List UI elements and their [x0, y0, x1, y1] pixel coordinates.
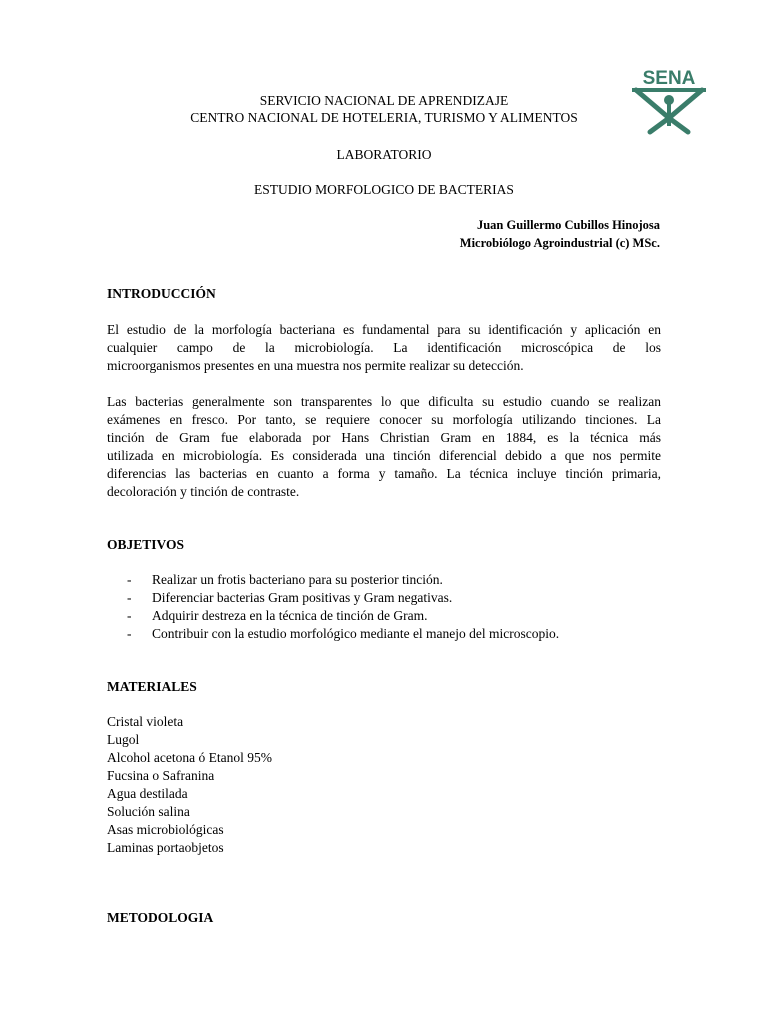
- materials-heading: MATERIALES: [107, 679, 197, 694]
- list-item: Cristal violeta: [107, 714, 184, 729]
- objective-text: Contribuir con la estudio morfológico mediante el manejo del microscopio.: [152, 626, 560, 641]
- sena-logo-text: SENA: [642, 68, 696, 89]
- paragraph-line: utilizada en microbiología. Es considerada una tinción diferencial debido a que nos permite: [107, 448, 661, 463]
- paragraph-line: Las bacterias generalmente son transparentes lo que dificulta su estudio cuando se realizan: [107, 394, 661, 409]
- author-title: Microbiólogo Agroindustrial (c) MSc.: [459, 236, 660, 250]
- list-item: [127, 571, 559, 589]
- objectives-heading: OBJETIVOS: [107, 537, 185, 552]
- paragraph-line: tinción de Gram fue elaborada por Hans Christian Gram en 1884, es la técnica más: [107, 430, 661, 445]
- objective-text: Realizar un frotis bacteriano para su posterior tinción.: [152, 572, 443, 587]
- list-item: Solución salina: [107, 804, 190, 819]
- paragraph-line: cualquier campo de la microbiología. La identificación microscópica de los: [107, 340, 661, 355]
- list-item: Fucsina o Safranina: [107, 768, 215, 783]
- intro-heading: INTRODUCCIÓN: [107, 286, 216, 301]
- institution-name: SERVICIO NACIONAL DE APRENDIZAJE: [259, 93, 509, 108]
- list-item: Laminas portaobjetos: [107, 840, 224, 855]
- paragraph-line: decoloración y tinción de contraste.: [107, 484, 300, 499]
- list-item: Alcohol acetona ó Etanol 95%: [107, 750, 272, 765]
- paragraph-line: El estudio de la morfología bacteriana es fundamental para su identificación y aplicación en: [107, 322, 661, 337]
- objective-text: Adquirir destreza en la técnica de tinción de Gram.: [152, 608, 428, 623]
- objectives-list: [127, 571, 559, 643]
- intro-paragraph-2: [107, 393, 661, 501]
- list-item: Agua destilada: [107, 786, 188, 801]
- bullet-dash: -: [127, 626, 132, 641]
- document-title: ESTUDIO MORFOLOGICO DE BACTERIAS: [254, 182, 514, 197]
- bullet-dash: -: [127, 572, 132, 587]
- bullet-dash: -: [127, 608, 132, 623]
- materials-list: [107, 713, 272, 857]
- paragraph-line: exámenes en fresco. Por tanto, se requiere conocer su morfología utilizando tinciones. La: [107, 412, 661, 427]
- paragraph-line: diferencias las bacterias en cuanto a forma y tamaño. La técnica incluye tinción primaria,: [107, 466, 661, 481]
- intro-paragraph-1: [107, 321, 661, 375]
- objective-text: Diferenciar bacterias Gram positivas y Gram negativas.: [152, 590, 453, 605]
- author-name: Juan Guillermo Cubillos Hinojosa: [476, 218, 660, 232]
- document-type: LABORATORIO: [336, 147, 432, 162]
- list-item: [127, 625, 559, 643]
- methodology-heading: METODOLOGIA: [107, 910, 214, 925]
- list-item: Lugol: [107, 732, 140, 747]
- bullet-dash: -: [127, 590, 132, 605]
- list-item: [127, 589, 559, 607]
- list-item: [127, 607, 559, 625]
- center-name: CENTRO NACIONAL DE HOTELERIA, TURISMO Y ALIMENTOS: [190, 110, 578, 125]
- list-item: Asas microbiológicas: [107, 822, 224, 837]
- paragraph-line: microorganismos presentes en una muestra nos permite realizar su detección.: [107, 358, 524, 373]
